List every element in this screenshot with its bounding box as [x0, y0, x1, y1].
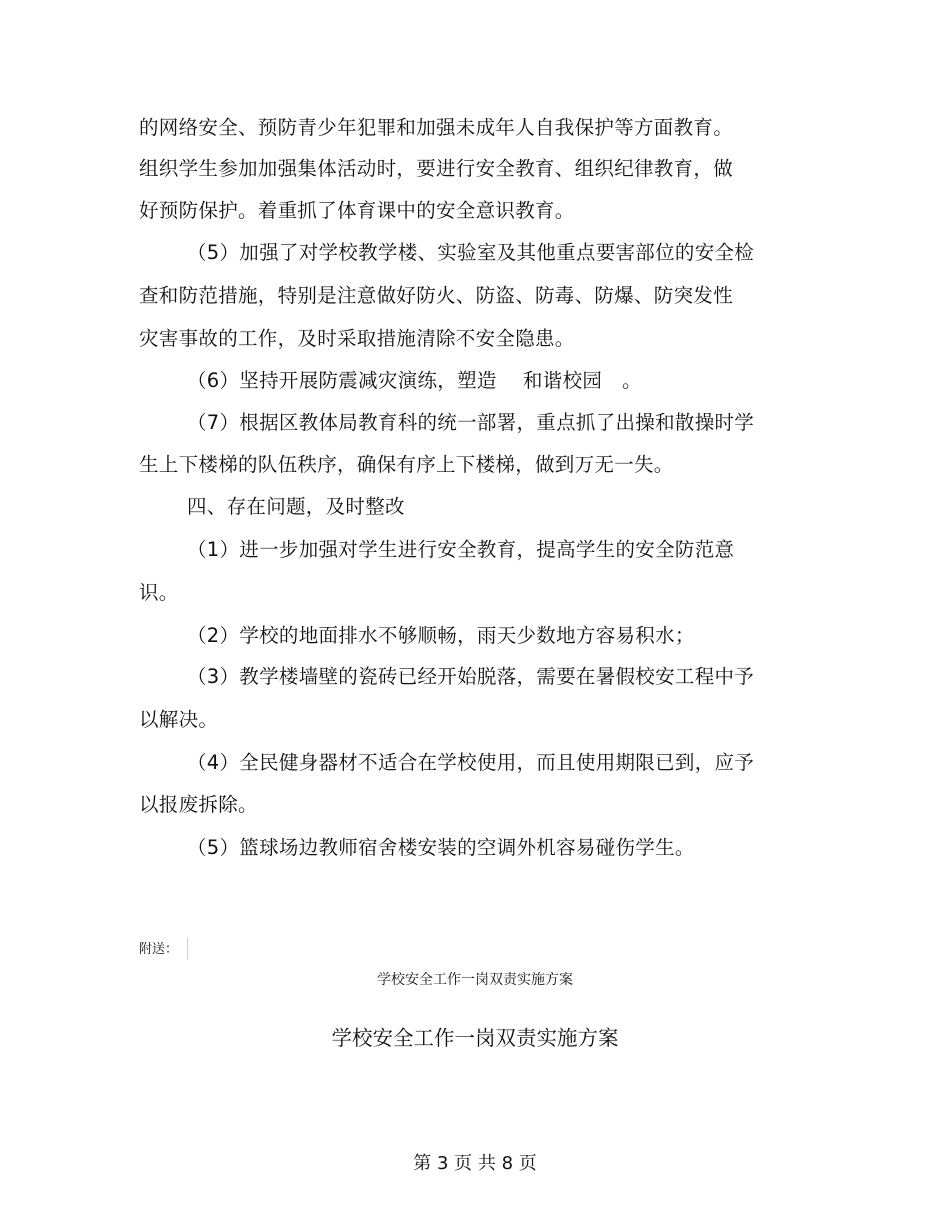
- section-heading: 四、存在问题，及时整改: [187, 495, 405, 518]
- body-line: 生上下楼梯的队伍秩序，确保有序上下楼梯，做到万无一失。: [139, 453, 674, 476]
- annex-label: 附送：: [139, 942, 179, 957]
- body-line: 以报废拆除。: [139, 793, 258, 816]
- page-number-footer: 第 3 页 共 8 页: [413, 1153, 537, 1174]
- annex-divider: [187, 938, 188, 960]
- body-line: （3）教学楼墙壁的瓷砖已经开始脱落，需要在暑假校安工程中予: [187, 665, 755, 688]
- body-line: （4）全民健身器材不适合在学校使用，而且使用期限已到，应予: [187, 751, 755, 774]
- body-line: （1）进一步加强对学生进行安全教育，提高学生的安全防范意: [187, 538, 735, 561]
- body-line: （7）根据区教体局教育科的统一部署，重点抓了出操和散操时学: [187, 411, 755, 434]
- body-line: 组织学生参加加强集体活动时，要进行安全教育、组织纪律教育，做: [139, 157, 734, 180]
- body-line: 灾害事故的工作，及时采取措施清除不安全隐患。: [139, 327, 575, 350]
- body-line: 好预防保护。着重抓了体育课中的安全意识教育。: [139, 199, 575, 222]
- annex-small-title: 学校安全工作一岗双责实施方案: [377, 972, 573, 988]
- body-line: 以解决。: [139, 708, 219, 731]
- body-line: （5）篮球场边教师宿舍楼安装的空调外机容易碰伤学生。: [187, 836, 695, 859]
- body-line: 识。: [139, 581, 179, 604]
- body-line: 的网络安全、预防青少年犯罪和加强未成年人自我保护等方面教育。: [139, 116, 734, 139]
- body-line: （5）加强了对学校教学楼、实验室及其他重点要害部位的安全检: [187, 241, 755, 264]
- body-line: （6）坚持开展防震减灾演练，塑造 和谐校园 。: [187, 369, 642, 392]
- body-line: （2）学校的地面排水不够顺畅，雨天少数地方容易积水；: [187, 624, 695, 647]
- body-line: 查和防范措施，特别是注意做好防火、防盗、防毒、防爆、防突发性: [139, 284, 734, 307]
- annex-title: 学校安全工作一岗双责实施方案: [331, 1026, 619, 1050]
